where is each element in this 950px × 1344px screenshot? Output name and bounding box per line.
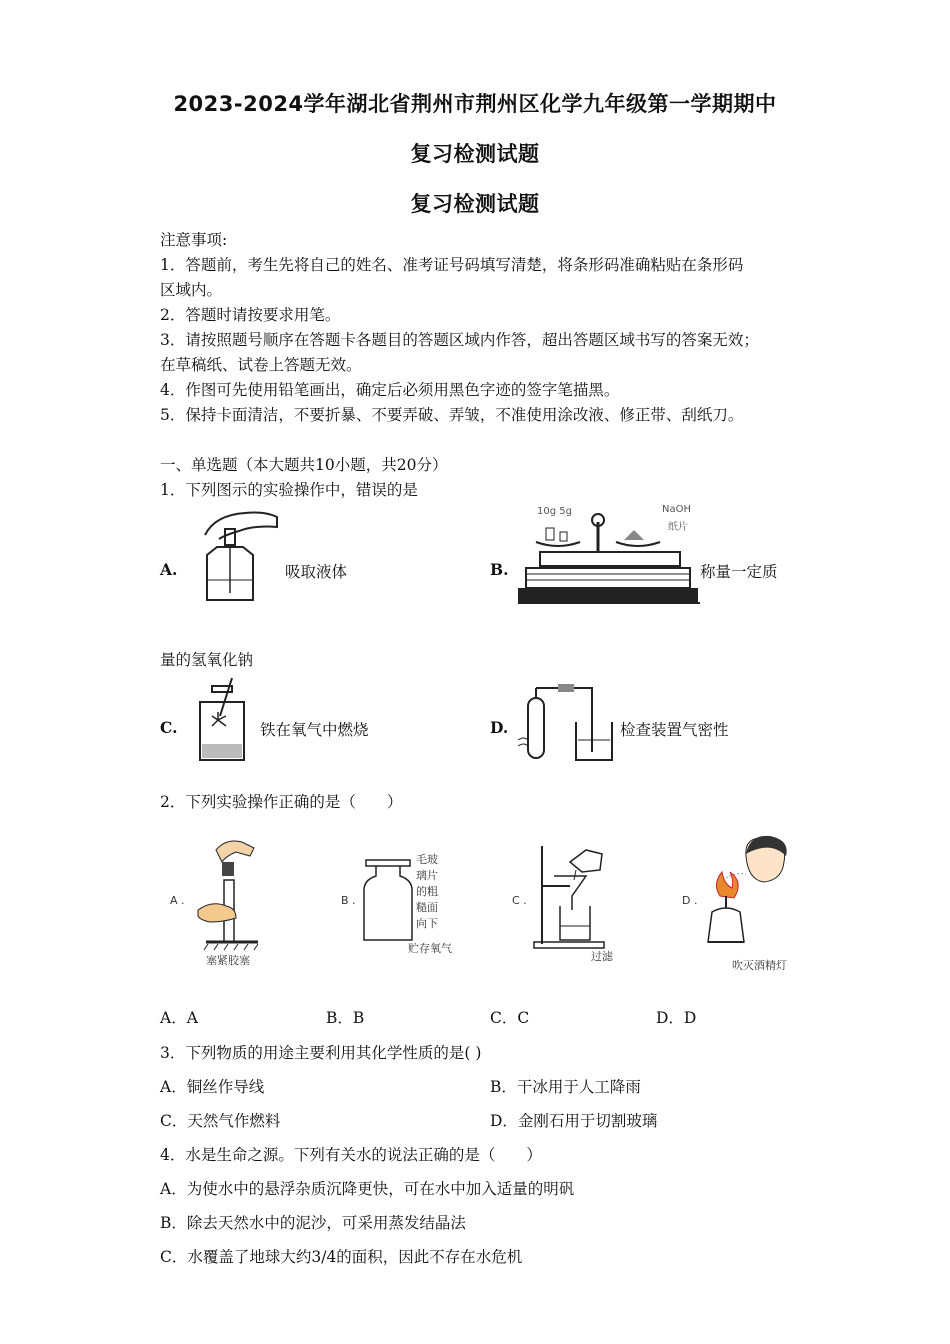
balance-weights-label: 10g 5g — [537, 506, 572, 517]
q2-fig-d-caption: 吹灭酒精灯 — [732, 959, 787, 972]
q4-option-b: B．除去天然水中的泥沙，可采用蒸发结晶法 — [160, 1214, 466, 1232]
question-4-stem: 4．水是生命之源。下列有关水的说法正确的是（ ） — [160, 1146, 542, 1164]
airtightness-figure — [518, 680, 618, 765]
notice-item: 3．请按照题号顺序在答题卡各题目的答题区域内作答，超出答题区域书写的答案无效； — [160, 331, 759, 349]
filtration-figure — [530, 840, 615, 950]
q2-fig-a-letter: A . — [170, 894, 185, 907]
exam-title-line2: 复习检测试题 — [410, 142, 540, 166]
q3-option-b: B．干冰用于人工降雨 — [490, 1078, 641, 1096]
q3-option-c: C．天然气作燃料 — [160, 1112, 281, 1130]
q2-fig-c-caption: 过滤 — [591, 950, 613, 963]
balance-paper-label: 纸片 — [668, 522, 688, 533]
blow-lamp-figure — [706, 832, 796, 957]
notice-item: 1．答题前，考生先将自己的姓名、准考证号码填写清楚，将条形码准确粘贴在条形码 — [160, 256, 744, 274]
notice-item: 2．答题时请按要求用笔。 — [160, 306, 341, 324]
iron-burning-figure — [192, 676, 252, 766]
q1-option-c-label: C. — [160, 718, 178, 737]
stopper-figure — [196, 836, 266, 951]
section-heading: 一、单选题（本大题共10小题，共20分） — [160, 456, 448, 474]
notice-item: 5．保持卡面清洁，不要折暴、不要弄破、弄皱，不准使用涂改液、修正带、刮纸刀。 — [160, 406, 744, 424]
notice-item: 4．作图可先使用铅笔画出，确定后必须用黑色字迹的签字笔描黑。 — [160, 381, 620, 399]
exam-title-line3: 复习检测试题 — [410, 192, 540, 216]
question-2-stem: 2．下列实验操作正确的是（ ） — [160, 793, 403, 811]
notice-item: 区域内。 — [160, 281, 223, 299]
q1-option-d-text: 检查装置气密性 — [620, 721, 729, 739]
exam-title-line1: 2023-2024学年湖北省荆州市荆州区化学九年级第一学期期中 — [173, 92, 777, 116]
note-line: 毛玻 — [416, 853, 438, 866]
q2-fig-d-letter: D . — [682, 894, 698, 907]
q2-option: B．B — [326, 1009, 365, 1027]
question-3-stem: 3．下列物质的用途主要利用其化学性质的是( ) — [160, 1044, 482, 1062]
q1-option-d-label: D. — [490, 718, 509, 737]
balance-naoh-label: NaOH — [662, 504, 691, 515]
q3-option-a: A．铜丝作导线 — [160, 1078, 265, 1096]
q2-option: A．A — [160, 1009, 198, 1027]
q2-fig-a-caption: 塞紧胶塞 — [206, 954, 250, 967]
q1-option-c-text: 铁在氧气中燃烧 — [260, 721, 369, 739]
note-line: 的粗 — [416, 885, 438, 898]
q2-option: D．D — [656, 1009, 697, 1027]
q2-fig-b-note — [416, 852, 438, 932]
gas-bottle-figure — [360, 858, 420, 943]
q3-option-d: D．金刚石用于切割玻璃 — [490, 1112, 658, 1130]
q1-option-a-label: A. — [160, 560, 178, 579]
q2-fig-b-caption: 贮存氧气 — [408, 942, 452, 955]
note-line: 糙面 — [416, 901, 438, 914]
q4-option-c: C．水覆盖了地球大约3/4的面积，因此不存在水危机 — [160, 1248, 523, 1266]
question-1-stem: 1．下列图示的实验操作中，错误的是 — [160, 481, 418, 499]
q4-option-a: A．为使水中的悬浮杂质沉降更快，可在水中加入适量的明矾 — [160, 1180, 575, 1198]
q1-option-b-label: B. — [490, 560, 509, 579]
q2-option: C．C — [490, 1009, 530, 1027]
q2-fig-b-letter: B . — [341, 894, 356, 907]
notice-heading: 注意事项: — [160, 231, 228, 249]
notice-item: 在草稿纸、试卷上答题无效。 — [160, 356, 362, 374]
dropper-figure — [195, 505, 285, 605]
q1-option-b-continued: 量的氢氧化钠 — [160, 651, 254, 669]
note-line: 璃片 — [416, 869, 438, 882]
q1-option-b-text: 称量一定质 — [700, 563, 778, 581]
q1-option-a-text: 吸取液体 — [285, 563, 348, 581]
q2-fig-c-letter: C . — [512, 894, 527, 907]
note-line: 向下 — [416, 917, 438, 930]
